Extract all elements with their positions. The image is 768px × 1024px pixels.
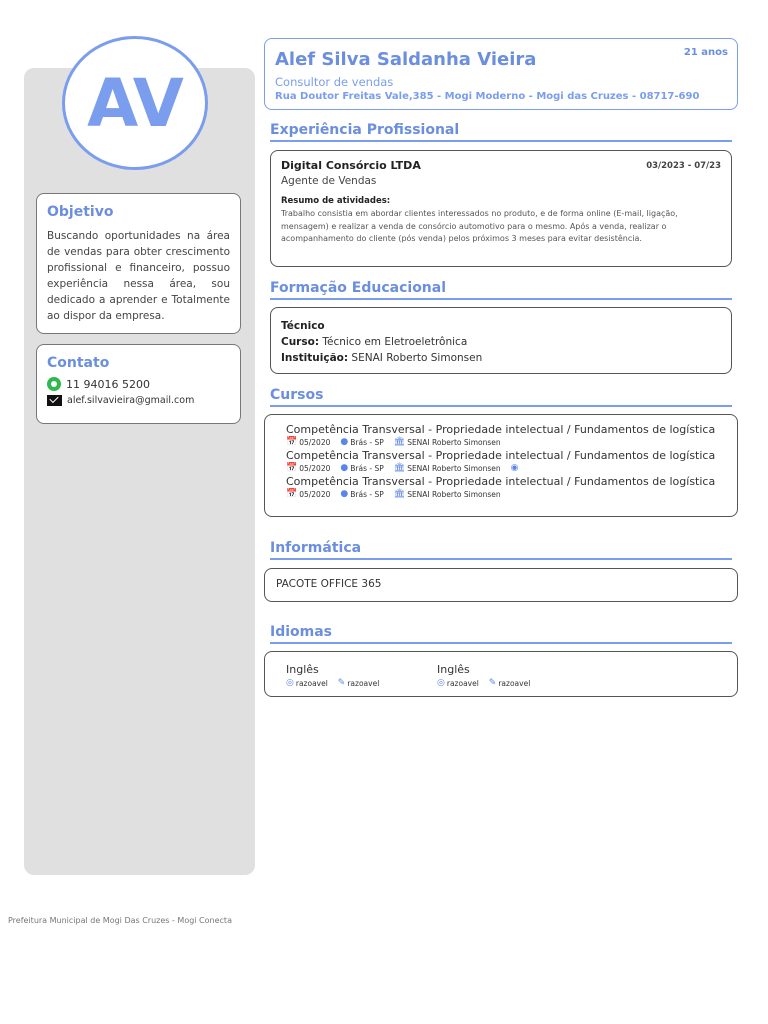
contact-email[interactable]: alef.silvavieira@gmail.com [67,395,195,406]
experience-job: Agente de Vendas [281,175,377,187]
location-pin-icon: ● [340,463,349,473]
languages-row [286,663,716,688]
profile-address: Rua Doutor Freitas Vale,385 - Mogi Moderno - Mogi das Cruzes - 08717-690 [275,91,700,102]
speaking-icon: ◎ [437,678,445,688]
writing-icon: ✎ [337,678,346,688]
course-place: Brás - SP [350,463,384,473]
course-item [286,449,737,473]
objective-text: Buscando oportunidades na área de vendas para obter crescimento profissional e financeiro, possuo experiência nessa área, sou dedicado a aprender e Totalmente ao dispor da empresa. [47,230,230,322]
course-name: Competência Transversal - Propriedade intelectual / Fundamentos de logística [286,475,716,488]
education-course: Técnico em Eletroeletrônica [322,336,468,348]
language-speaking: razoavel [446,678,479,688]
education-course-label: Curso: [281,336,320,348]
language-item [286,663,437,688]
education-section-title: Formação Educacional [270,280,732,300]
writing-icon: ✎ [488,678,497,688]
language-writing: razoavel [498,678,531,688]
courses-card [264,414,738,517]
profile-name: Alef Silva Saldanha Vieira [275,49,537,70]
course-item [286,423,737,447]
email-icon [47,395,62,406]
profile-header [264,38,738,110]
course-school: SENAI Roberto Simonsen [407,437,501,447]
contact-email-row [47,395,230,406]
institution-icon: 🏛 [393,489,406,499]
informatics-section-title: Informática [270,540,732,560]
location-pin-icon: ● [340,437,349,447]
objective-title: Objetivo [47,204,114,220]
course-item [286,475,737,499]
language-name: Inglês [286,663,319,676]
language-item [437,663,588,688]
whatsapp-icon [47,377,61,391]
languages-card [264,651,738,697]
calendar-icon: 📅 [286,489,298,499]
education-institution: SENAI Roberto Simonsen [351,352,483,364]
page-footer: Prefeitura Municipal de Mogi Das Cruzes - Mogi Conecta [8,916,232,925]
course-place: Brás - SP [350,489,384,499]
experience-period: 03/2023 - 07/23 [646,161,721,171]
speaking-icon: ◎ [286,678,294,688]
course-meta [286,463,737,473]
objective-card [36,193,241,334]
contact-card [36,344,241,424]
course-date: 05/2020 [299,463,331,473]
location-pin-icon: ● [340,489,349,499]
experience-section-title: Experiência Profissional [270,122,732,142]
course-name: Competência Transversal - Propriedade intelectual / Fundamentos de logística [286,449,716,462]
contact-phone[interactable]: 11 94016 5200 [66,377,150,391]
experience-summary: Trabalho consistia em abordar clientes interessados no produto, e de forma online (E-mail, ligação, mensagem) e realizar a venda de consórcio automotivo para o mesmo. Após a venda, realizar o acompanhamento do cliente (pós venda) pelos próximos 3 meses para evitar desistência. [281,209,678,243]
contact-phone-row [47,377,230,391]
contact-title: Contato [47,355,110,371]
courses-section-title: Cursos [270,387,732,407]
profile-role: Consultor de vendas [275,75,394,89]
award-icon[interactable]: ◉ [510,463,519,473]
sidebar [24,68,255,875]
course-name: Competência Transversal - Propriedade intelectual / Fundamentos de logística [286,423,716,436]
course-date: 05/2020 [299,489,331,499]
education-card [270,307,732,374]
language-levels [286,678,437,688]
avatar [62,36,208,170]
avatar-initials: AV [87,64,183,142]
experience-summary-title: Resumo de atividades: [281,196,391,206]
experience-card [270,150,732,267]
course-date: 05/2020 [299,437,331,447]
languages-section-title: Idiomas [270,624,732,644]
language-levels [437,678,588,688]
course-school: SENAI Roberto Simonsen [407,463,501,473]
informatics-item: PACOTE OFFICE 365 [276,578,382,590]
calendar-icon: 📅 [286,463,298,473]
experience-company: Digital Consórcio LTDA [281,159,421,172]
institution-icon: 🏛 [393,437,406,447]
education-level: Técnico [281,320,325,332]
course-meta [286,489,737,499]
education-institution-label: Instituição: [281,352,349,364]
calendar-icon: 📅 [286,437,298,447]
language-writing: razoavel [347,678,380,688]
profile-age: 21 anos [683,47,728,58]
institution-icon: 🏛 [393,463,406,473]
informatics-card [264,568,738,602]
course-meta [286,437,737,447]
language-speaking: razoavel [295,678,328,688]
language-name: Inglês [437,663,470,676]
course-place: Brás - SP [350,437,384,447]
course-school: SENAI Roberto Simonsen [407,489,501,499]
